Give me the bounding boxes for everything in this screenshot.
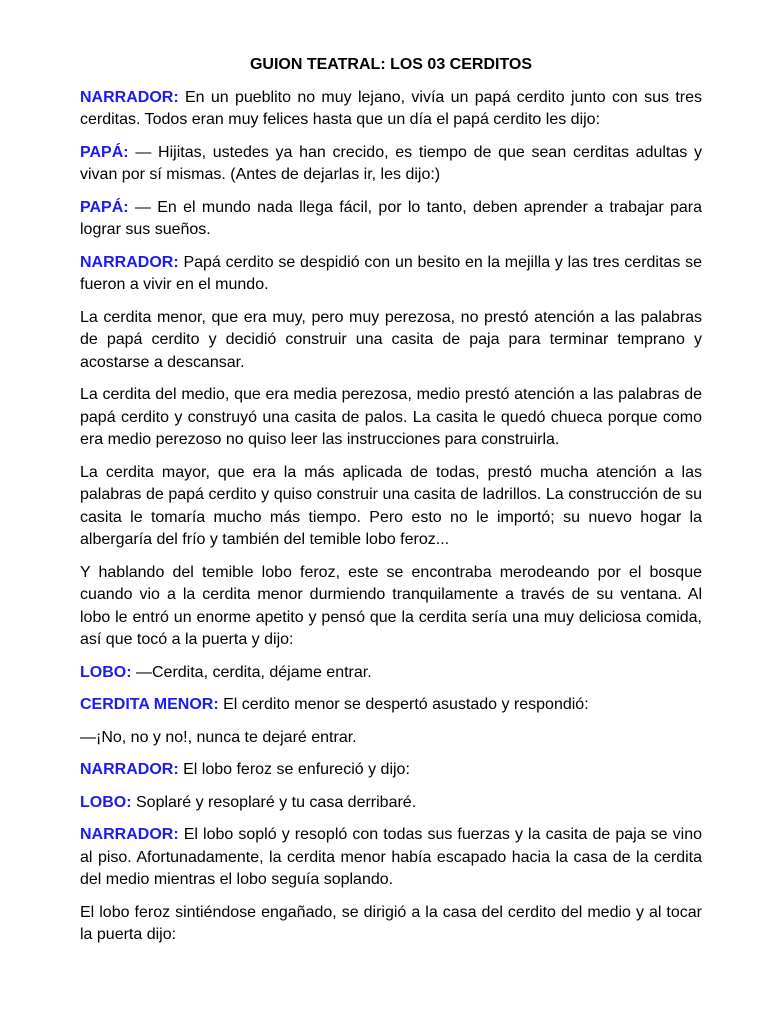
paragraph-text: En un pueblito no muy lejano, vivía un papá cerdito junto con sus tres cerditas. Todos eran muy felices hasta que un día el papá cerdito les dijo:: [80, 88, 702, 128]
paragraph-list: [80, 87, 702, 947]
paragraph-text: El lobo sopló y resopló con todas sus fuerzas y la casita de paja se vino al piso. Afortunadamente, la cerdita menor había escapado hacia la casa de la cerdita del medio mientras el lobo seguía soplando.: [80, 826, 703, 888]
paragraph-text: Soplaré y resoplaré y tu casa derribaré.: [136, 793, 417, 811]
paragraph-text: Y hablando del temible lobo feroz, este se encontraba merodeando por el bosque cuando vio a la cerdita menor durmiendo tranquilamente a través de su ventana. Al lobo le entró un enorme apetito y pensó que la cerdita sería una muy deliciosa comida, así que tocó a la puerta y dijo:: [80, 563, 702, 648]
script-paragraph: [80, 87, 702, 132]
paragraph-text: El lobo feroz sintiéndose engañado, se dirigió a la casa del cerdito del medio y al tocar la puerta dijo:: [80, 903, 702, 943]
script-paragraph: [80, 727, 702, 750]
speaker-label: NARRADOR:: [80, 88, 179, 106]
paragraph-text: La cerdita menor, que era muy, pero muy perezosa, no prestó atención a las palabras de papá cerdito y decidió construir una casita de paja para terminar temprano y acostarse a descansar.: [80, 308, 702, 371]
speaker-label: NARRADOR:: [80, 826, 179, 843]
paragraph-text: La cerdita del medio, que era media perezosa, medio prestó atención a las palabras de papá cerdito y construyó una casita de palos. La casita le quedó chueca porque como era medio perezoso no quiso leer las instrucciones para construirla.: [80, 386, 702, 448]
speaker-label: NARRADOR:: [80, 761, 179, 778]
script-paragraph: [80, 142, 702, 187]
speaker-label: LOBO:: [80, 663, 132, 681]
paragraph-text: — Hijitas, ustedes ya han crecido, es tiempo de que sean cerditas adultas y vivan por sí mismas. (Antes de dejarlas ir, les dijo:): [80, 143, 702, 183]
speaker-label: PAPÁ:: [80, 143, 129, 161]
paragraph-text: —¡No, no y no!, nunca te dejaré entrar.: [80, 728, 357, 746]
script-paragraph: [80, 384, 702, 452]
script-paragraph: [80, 307, 702, 375]
paragraph-text: El lobo feroz se enfureció y dijo:: [183, 761, 410, 778]
script-paragraph: [80, 902, 702, 947]
paragraph-text: Papá cerdito se despidió con un besito en la mejilla y las tres cerditas se fueron a vivir en el mundo.: [80, 253, 702, 293]
speaker-label: NARRADOR:: [80, 253, 179, 271]
script-paragraph: [80, 792, 702, 815]
paragraph-text: — En el mundo nada llega fácil, por lo tanto, deben aprender a trabajar para lograr sus sueños.: [80, 198, 702, 238]
paragraph-text: —Cerdita, cerdita, déjame entrar.: [136, 663, 372, 681]
speaker-label: CERDITA MENOR:: [80, 696, 219, 713]
paragraph-text: El cerdito menor se despertó asustado y respondió:: [223, 696, 589, 713]
script-paragraph: [80, 824, 702, 892]
script-paragraph: [80, 197, 702, 242]
document-page: [80, 54, 702, 957]
paragraph-text: La cerdita mayor, que era la más aplicada de todas, prestó mucha atención a las palabras de papá cerdito y quiso construir una casita de ladrillos. La construcción de su casita le tomaría mucho más tiempo. Pero esto no le importó; su nuevo hogar la albergaría del frío y también del temible lobo feroz...: [80, 463, 702, 548]
script-paragraph: [80, 694, 702, 717]
document-title: GUION TEATRAL: LOS 03 CERDITOS: [249, 56, 533, 73]
speaker-label: PAPÁ:: [80, 198, 129, 216]
speaker-label: LOBO:: [80, 793, 132, 811]
script-paragraph: [80, 759, 702, 782]
script-paragraph: [80, 662, 702, 685]
script-paragraph: [80, 562, 702, 652]
script-paragraph: [80, 252, 702, 297]
script-paragraph: [80, 462, 702, 552]
